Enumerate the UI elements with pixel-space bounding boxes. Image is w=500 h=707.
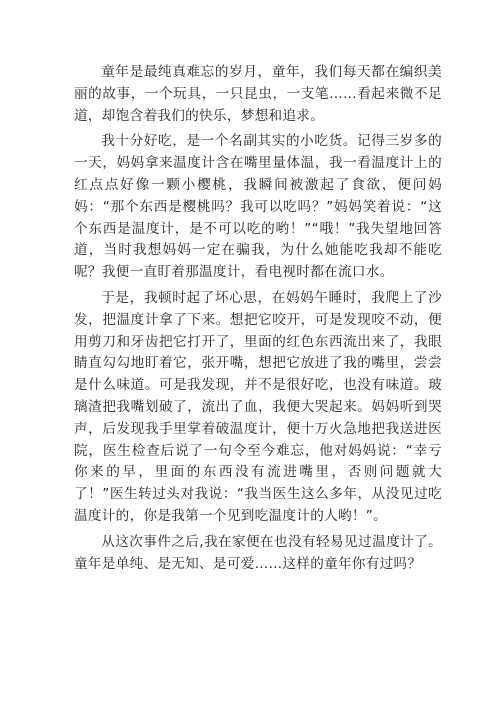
paragraph-thermometer-story: 我十分好吃，是一个名副其实的小吃货。记得三岁多的一天，妈妈拿来温度计含在嘴里量体温，我一看温度计上的红点点好像一颗小樱桃，我瞬间被激起了食欲，便问妈妈：“那个东西是樱桃吗？我可以吃吗？”妈妈笑着说：“这个东西是温度计，是不可以吃的哟！”“哦！”我失望地回答道，当时我想妈妈一定在骗我，为什么她能吃我却不能吃呢？我便一直盯着那温度计，看电视时都在流口水。 — [74, 133, 442, 281]
paragraph-conclusion: 从这次事件之后,我在家便在也没有轻易见过温度计了。童年是单纯、是无知、是可爱……这样的童年你有过吗？ — [74, 533, 442, 572]
paragraph-intro: 童年是最纯真难忘的岁月，童年，我们每天都在编织美丽的故事，一个玩具，一只昆虫，一支笔……看起来微不足道，却饱含着我们的快乐，梦想和追求。 — [74, 64, 442, 124]
paragraph-biting-thermometer: 于是，我顿时起了坏心思，在妈妈午睡时，我爬上了沙发，把温度计拿了下来。想把它咬开，可是发现咬不动，便用剪刀和牙齿把它打开了，里面的红色东西流出来了，我眼睛直勾勾地盯着它，张开嘴，想把它放进了我的嘴里，尝尝是什么味道。可是我发现，并不是很好吃，也没有味道。玻璃渣把我嘴划破了，流出了血，我便大哭起来。妈妈听到哭声，后发现我手里掌着破温度计，便十万火急地把我送进医院，医生检查后说了一句令至今难忘，他对妈妈说：“幸亏你来的早，里面的东西没有流进嘴里，否则问题就大了！”医生转过头对我说：“我当医生这么多年，从没见过吃温度计的，你是我第一个见到吃温度计的人哟！”。 — [74, 289, 442, 524]
essay-body — [74, 62, 442, 579]
